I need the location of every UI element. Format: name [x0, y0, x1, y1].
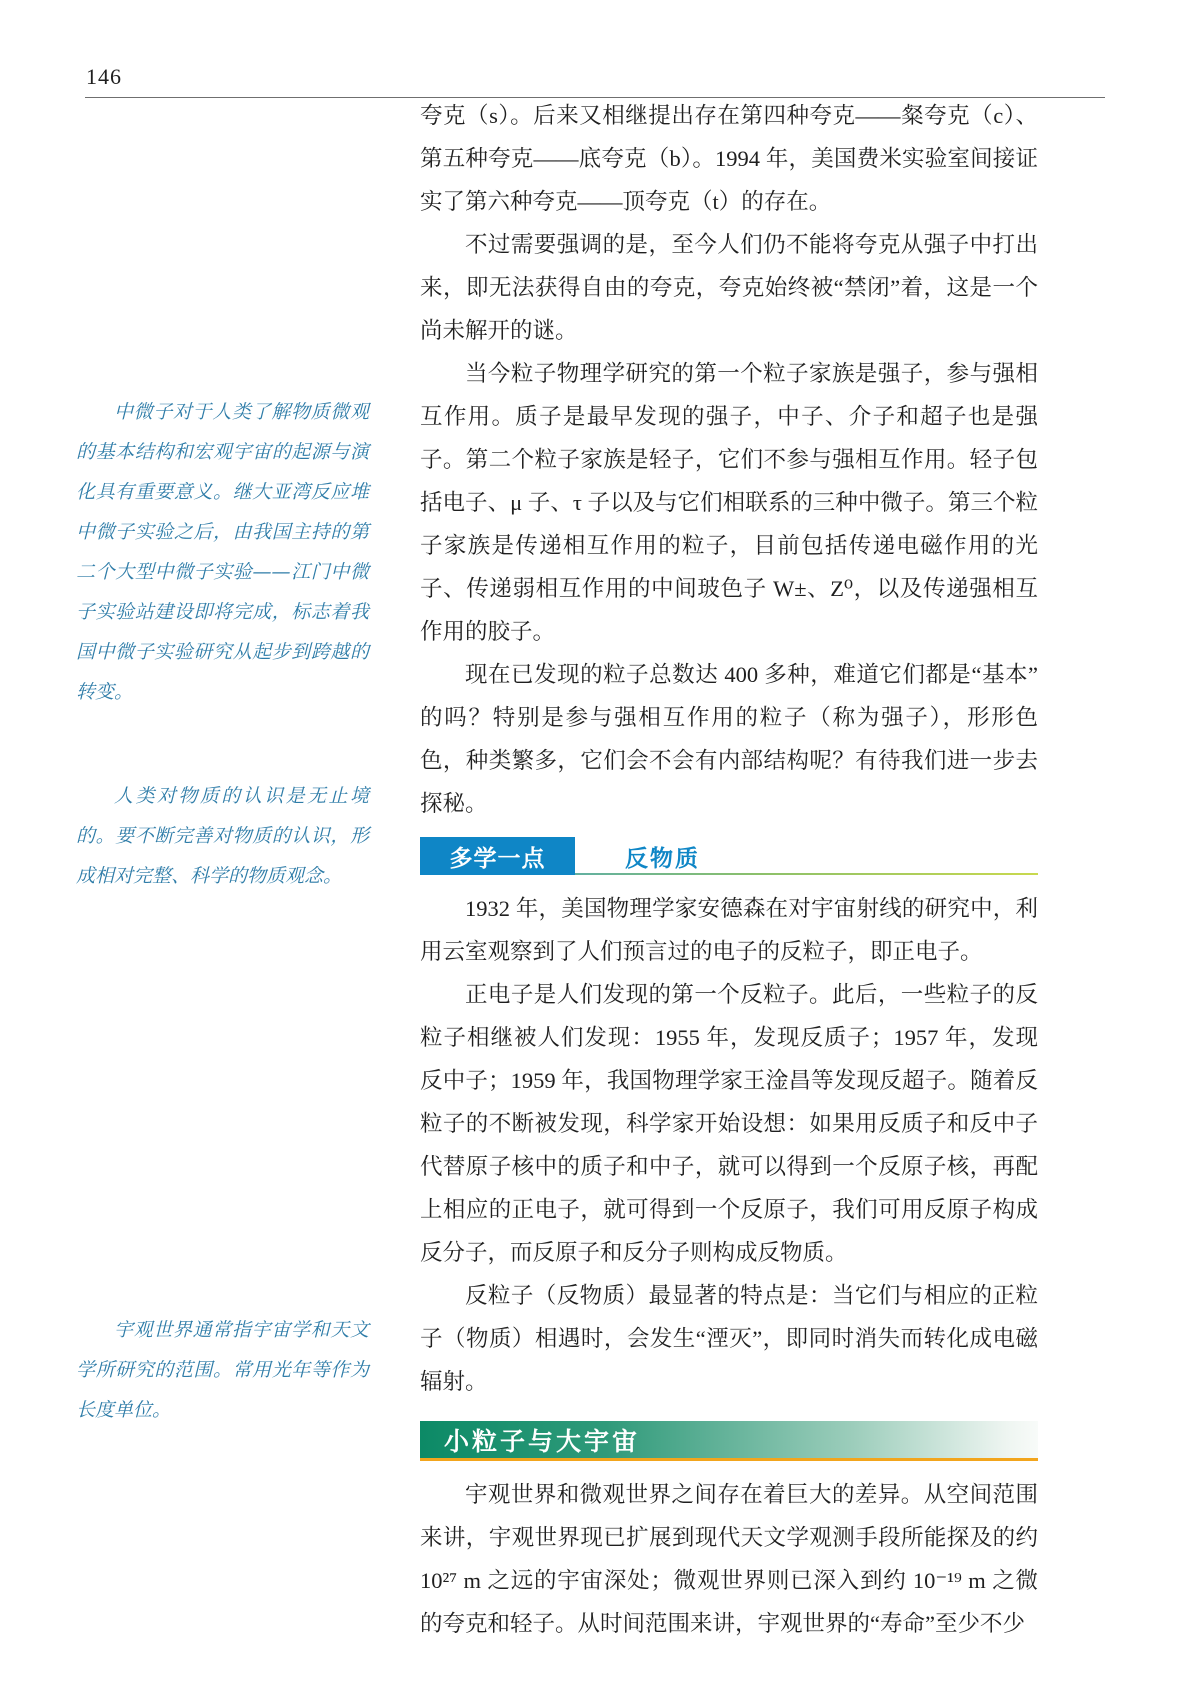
learn-more-header — [420, 837, 1038, 875]
body-paragraph-quarks-4: 现在已发现的粒子总数达 400 多种，难道它们都是“基本”的吗？特别是参与强相互作用的粒子（称为强子），形形色色，种类繁多，它们会不会有内部结构呢？有待我们进一步去探秘。 — [420, 662, 1038, 816]
body-paragraph-quarks-3: 当今粒子物理学研究的第一个粒子家族是强子，参与强相互作用。质子是最早发现的强子，中子、介子和超子也是强子。第二个粒子家族是轻子，它们不参与强相互作用。轻子包括电子、μ 子、τ 子以及与它们相联系的三种中微子。第三个粒子家族是传递相互作用的粒子，目前包括传递电磁作用的光子、传递弱相互作用的中间玻色子 W±、Z⁰，以及传递强相互作用的胶子。 — [420, 361, 1038, 644]
margin-note-matter-cognition: 人类对物质的认识是无止境的。要不断完善对物质的认识，形成相对完整、科学的物质观念。 — [76, 785, 369, 887]
margin-note-cosmological-scale: 宇观世界通常指宇宙学和天文学所研究的范围。常用光年等作为长度单位。 — [76, 1319, 369, 1421]
learn-more-section — [420, 837, 1038, 1403]
margin-note-neutrino-experiment: 中微子对于人类了解物质微观的基本结构和宏观宇宙的起源与演化具有重要意义。继大亚湾反应堆中微子实验之后，由我国主持的第二个大型中微子实验——江门中微子实验站建设即将完成，标志着我国中微子实验研究从起步到跨越的转变。 — [76, 401, 369, 703]
body-paragraph-quarks-2: 不过需要强调的是，至今人们仍不能将夸克从强子中打出来，即无法获得自由的夸克，夸克始终被“禁闭”着，这是一个尚未解开的谜。 — [420, 232, 1038, 343]
page-number: 146 — [86, 64, 122, 89]
body-paragraph-antimatter-3: 反粒子（反物质）最显著的特点是：当它们与相应的正粒子（物质）相遇时，会发生“湮灭”，即同时消失而转化成电磁辐射。 — [420, 1283, 1038, 1394]
body-paragraph-cosmos-1: 宇观世界和微观世界之间存在着巨大的差异。从空间范围来讲，宇观世界现已扩展到现代天文学观测手段所能探及的约 10²⁷ m 之远的宇宙深处；微观世界则已深入到约 10⁻¹⁹ m 之微的夸克和轻子。从时间范围来讲，宇观世界的“寿命”至少不少 — [420, 1482, 1038, 1636]
main-column — [420, 94, 1038, 1645]
body-paragraph-quarks-1: 夸克（s）。后来又相继提出存在第四种夸克——粲夸克（c）、第五种夸克——底夸克（b）。1994 年，美国费米实验室间接证实了第六种夸克——顶夸克（t）的存在。 — [420, 103, 1038, 214]
body-paragraph-antimatter-2: 正电子是人们发现的第一个反粒子。此后，一些粒子的反粒子相继被人们发现：1955 年，发现反质子；1957 年，发现反中子；1959 年，我国物理学家王淦昌等发现反超子。随着反粒子的不断被发现，科学家开始设想：如果用反质子和反中子代替原子核中的质子和中子，就可以得到一个反原子核，再配上相应的正电子，就可得到一个反原子，我们可用反原子构成反分子，而反原子和反分子则构成反物质。 — [420, 982, 1038, 1265]
learn-more-title: 反物质 — [625, 844, 700, 871]
section-title: 小粒子与大宇宙 — [444, 1427, 641, 1456]
cosmos-section — [420, 1421, 1038, 1645]
section-header — [420, 1421, 1038, 1461]
learn-more-badge: 多学一点 — [420, 837, 575, 875]
body-paragraph-antimatter-1: 1932 年，美国物理学家安德森在对宇宙射线的研究中，利用云室观察到了人们预言过的电子的反粒子，即正电子。 — [420, 896, 1038, 964]
